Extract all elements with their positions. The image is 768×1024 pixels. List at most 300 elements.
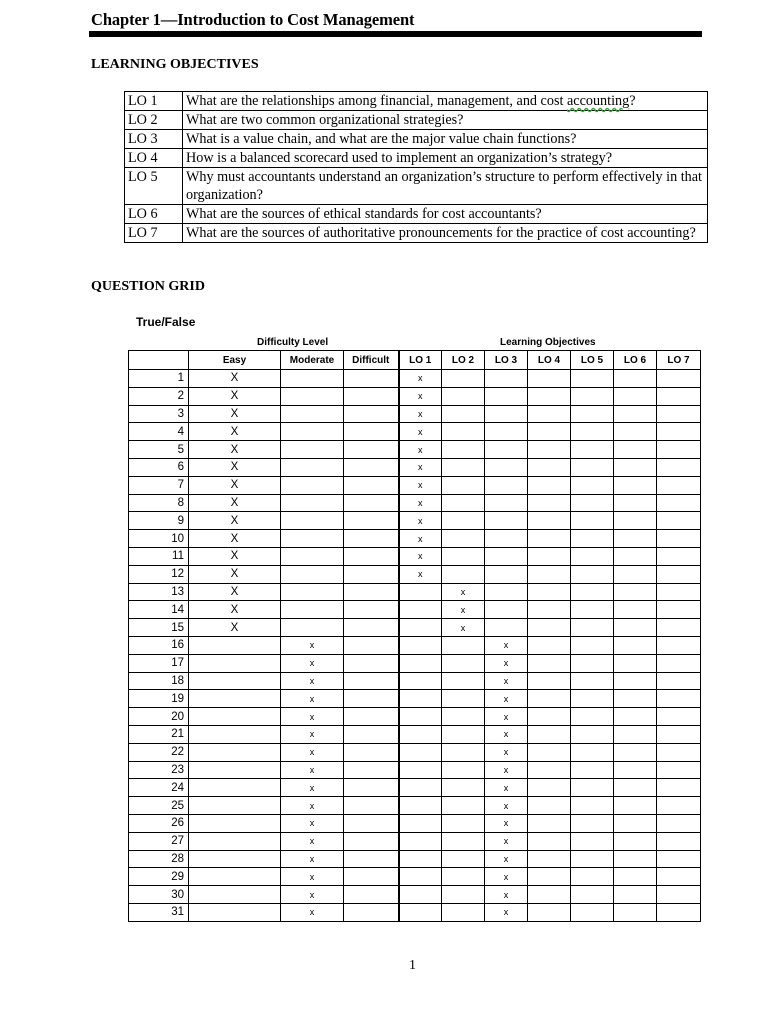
- grid-cell-easy: [189, 690, 281, 708]
- grid-header-row: [129, 351, 701, 370]
- grid-cell-difficult: [344, 832, 399, 850]
- grid-cell-lo7: [657, 743, 701, 761]
- grid-cell-lo6: [614, 708, 657, 726]
- grid-cell-easy: X: [189, 512, 281, 530]
- grid-cell-lo3: [485, 476, 528, 494]
- grid-cell-difficult: [344, 743, 399, 761]
- grid-cell-lo4: [528, 672, 571, 690]
- question-number: 14: [129, 601, 189, 619]
- grid-cell-lo4: [528, 708, 571, 726]
- grid-cell-lo5: [571, 868, 614, 886]
- grid-cell-lo2: [442, 476, 485, 494]
- grid-cell-moderate: [281, 530, 344, 548]
- grid-cell-lo5: [571, 654, 614, 672]
- grid-cell-lo1: [399, 814, 442, 832]
- table-row: [129, 458, 701, 476]
- grid-cell-lo4: [528, 512, 571, 530]
- lo-row: [125, 111, 708, 130]
- grid-cell-lo5: [571, 441, 614, 459]
- grid-cell-moderate: x: [281, 779, 344, 797]
- grid-cell-lo3: [485, 619, 528, 637]
- grid-cell-moderate: x: [281, 814, 344, 832]
- table-row: [129, 797, 701, 815]
- grid-cell-lo4: [528, 850, 571, 868]
- grid-cell-lo4: [528, 547, 571, 565]
- grid-cell-lo7: [657, 636, 701, 654]
- grid-cell-difficult: [344, 601, 399, 619]
- grid-cell-easy: X: [189, 476, 281, 494]
- grid-header-lo2: LO 2: [442, 351, 485, 370]
- grid-cell-lo6: [614, 636, 657, 654]
- grid-cell-moderate: [281, 512, 344, 530]
- grid-cell-easy: [189, 654, 281, 672]
- grid-cell-easy: [189, 672, 281, 690]
- grid-cell-lo5: [571, 690, 614, 708]
- grid-cell-lo4: [528, 530, 571, 548]
- grid-cell-difficult: [344, 387, 399, 405]
- question-number: 21: [129, 725, 189, 743]
- table-row: [129, 423, 701, 441]
- grid-cell-lo1: [399, 708, 442, 726]
- grid-cell-easy: X: [189, 441, 281, 459]
- grid-cell-lo4: [528, 405, 571, 423]
- grid-cell-easy: X: [189, 370, 281, 388]
- grid-header-lo6: LO 6: [614, 351, 657, 370]
- grid-cell-lo5: [571, 850, 614, 868]
- grid-cell-lo3: [485, 583, 528, 601]
- grid-cell-lo2: [442, 850, 485, 868]
- grid-cell-difficult: [344, 512, 399, 530]
- grid-cell-moderate: x: [281, 761, 344, 779]
- grid-cell-lo6: [614, 814, 657, 832]
- grid-cell-moderate: [281, 458, 344, 476]
- grid-cell-moderate: [281, 547, 344, 565]
- grid-cell-lo4: [528, 725, 571, 743]
- grid-cell-difficult: [344, 654, 399, 672]
- grid-cell-moderate: x: [281, 743, 344, 761]
- grid-cell-lo1: [399, 779, 442, 797]
- grid-cell-lo6: [614, 405, 657, 423]
- grid-cell-lo2: [442, 512, 485, 530]
- grid-cell-difficult: [344, 494, 399, 512]
- grid-cell-easy: [189, 708, 281, 726]
- lo-row: [125, 92, 708, 111]
- grid-cell-lo3: x: [485, 850, 528, 868]
- grid-header-lo3: LO 3: [485, 351, 528, 370]
- grid-cell-lo1: [399, 672, 442, 690]
- grid-cell-lo7: [657, 494, 701, 512]
- grid-cell-difficult: [344, 423, 399, 441]
- grid-cell-lo5: [571, 743, 614, 761]
- grid-cell-difficult: [344, 797, 399, 815]
- table-row: [129, 850, 701, 868]
- grid-cell-lo3: [485, 423, 528, 441]
- grid-cell-lo4: [528, 797, 571, 815]
- grid-cell-lo4: [528, 370, 571, 388]
- lo-text: What is a value chain, and what are the major value chain functions?: [183, 130, 708, 149]
- grid-cell-lo1: [399, 850, 442, 868]
- table-row: [129, 903, 701, 921]
- grid-cell-lo2: [442, 868, 485, 886]
- lo-text-main: What are the relationships among financial, management, and cost: [186, 93, 567, 109]
- grid-cell-lo1: x: [399, 512, 442, 530]
- question-number: 28: [129, 850, 189, 868]
- grid-header-difficult: Difficult: [344, 351, 399, 370]
- grid-cell-lo3: x: [485, 725, 528, 743]
- grid-cell-difficult: [344, 547, 399, 565]
- table-row: [129, 636, 701, 654]
- grid-cell-lo5: [571, 476, 614, 494]
- grid-cell-moderate: x: [281, 672, 344, 690]
- grid-cell-easy: X: [189, 619, 281, 637]
- grid-cell-difficult: [344, 903, 399, 921]
- table-row: [129, 619, 701, 637]
- grid-cell-lo4: [528, 832, 571, 850]
- grid-cell-lo3: [485, 494, 528, 512]
- grid-cell-lo6: [614, 797, 657, 815]
- table-row: [129, 601, 701, 619]
- grid-cell-lo2: [442, 832, 485, 850]
- grid-cell-lo5: [571, 725, 614, 743]
- table-row: [129, 690, 701, 708]
- grid-cell-lo7: [657, 672, 701, 690]
- grid-cell-difficult: [344, 619, 399, 637]
- grid-cell-easy: X: [189, 423, 281, 441]
- table-row: [129, 565, 701, 583]
- grid-cell-lo3: [485, 458, 528, 476]
- grid-cell-lo3: [485, 387, 528, 405]
- grid-cell-difficult: [344, 868, 399, 886]
- grid-cell-easy: [189, 850, 281, 868]
- grid-cell-lo2: [442, 387, 485, 405]
- grid-cell-lo2: [442, 886, 485, 904]
- grid-cell-lo4: [528, 601, 571, 619]
- lo-code: LO 6: [125, 205, 183, 224]
- grid-cell-lo7: [657, 405, 701, 423]
- grid-cell-lo3: x: [485, 814, 528, 832]
- lo-code: LO 7: [125, 224, 183, 243]
- grid-cell-moderate: x: [281, 725, 344, 743]
- grid-cell-difficult: [344, 708, 399, 726]
- grid-cell-moderate: [281, 583, 344, 601]
- grid-cell-moderate: x: [281, 654, 344, 672]
- grid-cell-lo2: [442, 743, 485, 761]
- grid-cell-moderate: x: [281, 903, 344, 921]
- grid-cell-difficult: [344, 761, 399, 779]
- lo-code: LO 3: [125, 130, 183, 149]
- grid-cell-lo7: [657, 797, 701, 815]
- grid-cell-lo4: [528, 423, 571, 441]
- grid-cell-lo2: x: [442, 583, 485, 601]
- grid-cell-lo4: [528, 886, 571, 904]
- grid-cell-lo4: [528, 743, 571, 761]
- grid-cell-lo6: [614, 476, 657, 494]
- grid-cell-difficult: [344, 370, 399, 388]
- question-grid-heading: QUESTION GRID: [91, 279, 205, 294]
- grid-cell-difficult: [344, 476, 399, 494]
- grid-cell-difficult: [344, 779, 399, 797]
- table-row: [129, 779, 701, 797]
- grid-cell-moderate: [281, 476, 344, 494]
- grid-cell-lo1: [399, 601, 442, 619]
- grid-cell-lo3: [485, 601, 528, 619]
- grid-cell-lo6: [614, 832, 657, 850]
- true-false-subheading: True/False: [136, 315, 196, 329]
- grid-cell-lo1: x: [399, 387, 442, 405]
- grid-cell-difficult: [344, 458, 399, 476]
- grid-cell-lo6: [614, 370, 657, 388]
- question-number: 16: [129, 636, 189, 654]
- grid-cell-lo5: [571, 530, 614, 548]
- question-number: 7: [129, 476, 189, 494]
- grid-cell-lo3: x: [485, 903, 528, 921]
- grid-cell-difficult: [344, 850, 399, 868]
- grid-cell-lo2: [442, 814, 485, 832]
- grid-cell-lo3: [485, 565, 528, 583]
- grid-cell-lo7: [657, 690, 701, 708]
- table-row: [129, 494, 701, 512]
- grid-cell-lo5: [571, 547, 614, 565]
- grid-cell-lo5: [571, 672, 614, 690]
- grid-cell-lo6: [614, 512, 657, 530]
- grid-cell-lo1: [399, 868, 442, 886]
- grid-cell-lo1: x: [399, 423, 442, 441]
- grid-cell-lo2: [442, 761, 485, 779]
- lo-code: LO 5: [125, 168, 183, 205]
- grid-cell-moderate: [281, 619, 344, 637]
- grid-cell-lo4: [528, 654, 571, 672]
- grid-header-moderate: Moderate: [281, 351, 344, 370]
- grid-cell-lo5: [571, 636, 614, 654]
- lo-code: LO 2: [125, 111, 183, 130]
- grid-cell-lo3: x: [485, 672, 528, 690]
- grid-cell-lo4: [528, 690, 571, 708]
- grid-cell-easy: X: [189, 601, 281, 619]
- grid-cell-lo7: [657, 441, 701, 459]
- grid-cell-lo6: [614, 601, 657, 619]
- question-number: 3: [129, 405, 189, 423]
- grid-cell-lo6: [614, 565, 657, 583]
- grid-cell-lo7: [657, 886, 701, 904]
- grid-cell-lo6: [614, 530, 657, 548]
- grid-cell-lo7: [657, 565, 701, 583]
- table-row: [129, 476, 701, 494]
- grid-cell-difficult: [344, 636, 399, 654]
- lo-text: Why must accountants understand an organization’s structure to perform effectively in that organization?: [183, 168, 708, 205]
- question-number: 30: [129, 886, 189, 904]
- grid-cell-lo1: [399, 636, 442, 654]
- table-row: [129, 547, 701, 565]
- question-number: 17: [129, 654, 189, 672]
- grid-cell-lo1: [399, 903, 442, 921]
- grid-cell-lo1: x: [399, 370, 442, 388]
- grid-cell-lo5: [571, 512, 614, 530]
- title-rule: [89, 31, 702, 37]
- grid-cell-lo4: [528, 476, 571, 494]
- chapter-title: Chapter 1—Introduction to Cost Management: [91, 10, 415, 29]
- grid-cell-lo6: [614, 619, 657, 637]
- grid-cell-lo6: [614, 725, 657, 743]
- question-number: 31: [129, 903, 189, 921]
- grid-header-lo5: LO 5: [571, 351, 614, 370]
- grid-cell-lo2: [442, 636, 485, 654]
- grid-cell-difficult: [344, 583, 399, 601]
- question-number: 25: [129, 797, 189, 815]
- grid-cell-difficult: [344, 565, 399, 583]
- grid-cell-easy: [189, 903, 281, 921]
- grid-cell-lo6: [614, 654, 657, 672]
- grid-cell-lo2: [442, 530, 485, 548]
- grid-cell-difficult: [344, 530, 399, 548]
- grid-cell-lo6: [614, 850, 657, 868]
- grid-cell-lo7: [657, 530, 701, 548]
- question-number: 6: [129, 458, 189, 476]
- grid-cell-easy: X: [189, 405, 281, 423]
- grid-header-lo4: LO 4: [528, 351, 571, 370]
- grid-cell-lo4: [528, 565, 571, 583]
- grid-cell-lo2: [442, 547, 485, 565]
- question-number: 15: [129, 619, 189, 637]
- grid-cell-lo5: [571, 797, 614, 815]
- table-row: [129, 530, 701, 548]
- grid-cell-easy: [189, 743, 281, 761]
- grid-cell-lo5: [571, 779, 614, 797]
- grid-cell-easy: X: [189, 547, 281, 565]
- grid-cell-lo5: [571, 601, 614, 619]
- grid-cell-lo6: [614, 458, 657, 476]
- lo-text: How is a balanced scorecard used to implement an organization’s strategy?: [183, 149, 708, 168]
- grid-cell-lo6: [614, 547, 657, 565]
- grid-cell-easy: X: [189, 458, 281, 476]
- grid-cell-moderate: [281, 370, 344, 388]
- grid-cell-lo5: [571, 458, 614, 476]
- grid-cell-moderate: x: [281, 886, 344, 904]
- grid-cell-lo2: [442, 654, 485, 672]
- grid-cell-lo4: [528, 619, 571, 637]
- question-number: 18: [129, 672, 189, 690]
- grid-cell-lo1: [399, 797, 442, 815]
- grid-cell-lo1: x: [399, 458, 442, 476]
- question-number: 5: [129, 441, 189, 459]
- grid-cell-lo6: [614, 583, 657, 601]
- table-row: [129, 708, 701, 726]
- grid-cell-lo6: [614, 779, 657, 797]
- table-row: [129, 441, 701, 459]
- grid-cell-moderate: [281, 565, 344, 583]
- grid-cell-lo6: [614, 886, 657, 904]
- grid-cell-lo1: [399, 761, 442, 779]
- grid-cell-lo4: [528, 868, 571, 886]
- grid-cell-difficult: [344, 405, 399, 423]
- lo-text: What are the sources of authoritative pronouncements for the practice of cost accounting?: [183, 224, 708, 243]
- grid-cell-easy: X: [189, 494, 281, 512]
- grid-cell-lo7: [657, 708, 701, 726]
- grid-cell-easy: [189, 779, 281, 797]
- grid-cell-lo5: [571, 583, 614, 601]
- grid-cell-lo5: [571, 619, 614, 637]
- grid-cell-easy: [189, 797, 281, 815]
- lo-text-end: ?: [629, 93, 636, 109]
- grid-cell-lo2: [442, 458, 485, 476]
- grid-cell-lo2: [442, 370, 485, 388]
- table-row: [129, 654, 701, 672]
- grid-cell-lo1: [399, 619, 442, 637]
- learning-objectives-group-label: Learning Objectives: [500, 337, 596, 348]
- grid-cell-moderate: x: [281, 850, 344, 868]
- grid-cell-lo5: [571, 761, 614, 779]
- grid-cell-lo3: x: [485, 743, 528, 761]
- grid-cell-easy: X: [189, 583, 281, 601]
- grid-cell-difficult: [344, 441, 399, 459]
- grid-cell-lo5: [571, 387, 614, 405]
- grid-cell-lo1: [399, 583, 442, 601]
- grid-cell-lo5: [571, 814, 614, 832]
- grid-cell-lo7: [657, 423, 701, 441]
- question-number: 29: [129, 868, 189, 886]
- grid-cell-moderate: x: [281, 868, 344, 886]
- lo-row: [125, 130, 708, 149]
- grid-cell-difficult: [344, 814, 399, 832]
- grid-cell-lo5: [571, 886, 614, 904]
- table-row: [129, 672, 701, 690]
- question-number: 26: [129, 814, 189, 832]
- grid-cell-moderate: [281, 494, 344, 512]
- table-row: [129, 868, 701, 886]
- grid-cell-lo2: [442, 423, 485, 441]
- lo-code: LO 1: [125, 92, 183, 111]
- question-number: 19: [129, 690, 189, 708]
- question-number: 22: [129, 743, 189, 761]
- grid-cell-lo6: [614, 761, 657, 779]
- lo-row: [125, 205, 708, 224]
- grid-cell-moderate: [281, 387, 344, 405]
- grid-header-lo7: LO 7: [657, 351, 701, 370]
- grid-cell-easy: X: [189, 530, 281, 548]
- grid-cell-lo5: [571, 565, 614, 583]
- page-number: 1: [409, 958, 416, 973]
- grid-cell-difficult: [344, 690, 399, 708]
- grid-cell-lo4: [528, 636, 571, 654]
- grid-cell-lo1: x: [399, 476, 442, 494]
- grid-cell-lo7: [657, 779, 701, 797]
- grid-cell-moderate: x: [281, 636, 344, 654]
- grid-cell-lo3: x: [485, 636, 528, 654]
- grid-cell-lo4: [528, 779, 571, 797]
- grid-cell-lo3: x: [485, 690, 528, 708]
- table-row: [129, 725, 701, 743]
- grid-cell-lo5: [571, 405, 614, 423]
- question-number: 23: [129, 761, 189, 779]
- table-row: [129, 370, 701, 388]
- grid-cell-lo2: [442, 494, 485, 512]
- grid-cell-lo2: [442, 565, 485, 583]
- grid-cell-lo3: [485, 441, 528, 459]
- lo-text: What are two common organizational strategies?: [183, 111, 708, 130]
- table-row: [129, 761, 701, 779]
- question-number: 24: [129, 779, 189, 797]
- question-number: 13: [129, 583, 189, 601]
- table-row: [129, 832, 701, 850]
- grid-cell-lo1: [399, 725, 442, 743]
- question-grid-body: [129, 370, 701, 922]
- question-grid-table: [128, 350, 701, 922]
- grid-cell-lo7: [657, 619, 701, 637]
- grid-header-lo1: LO 1: [399, 351, 442, 370]
- grid-cell-lo6: [614, 743, 657, 761]
- grid-cell-lo3: x: [485, 832, 528, 850]
- grid-cell-lo2: [442, 672, 485, 690]
- table-row: [129, 814, 701, 832]
